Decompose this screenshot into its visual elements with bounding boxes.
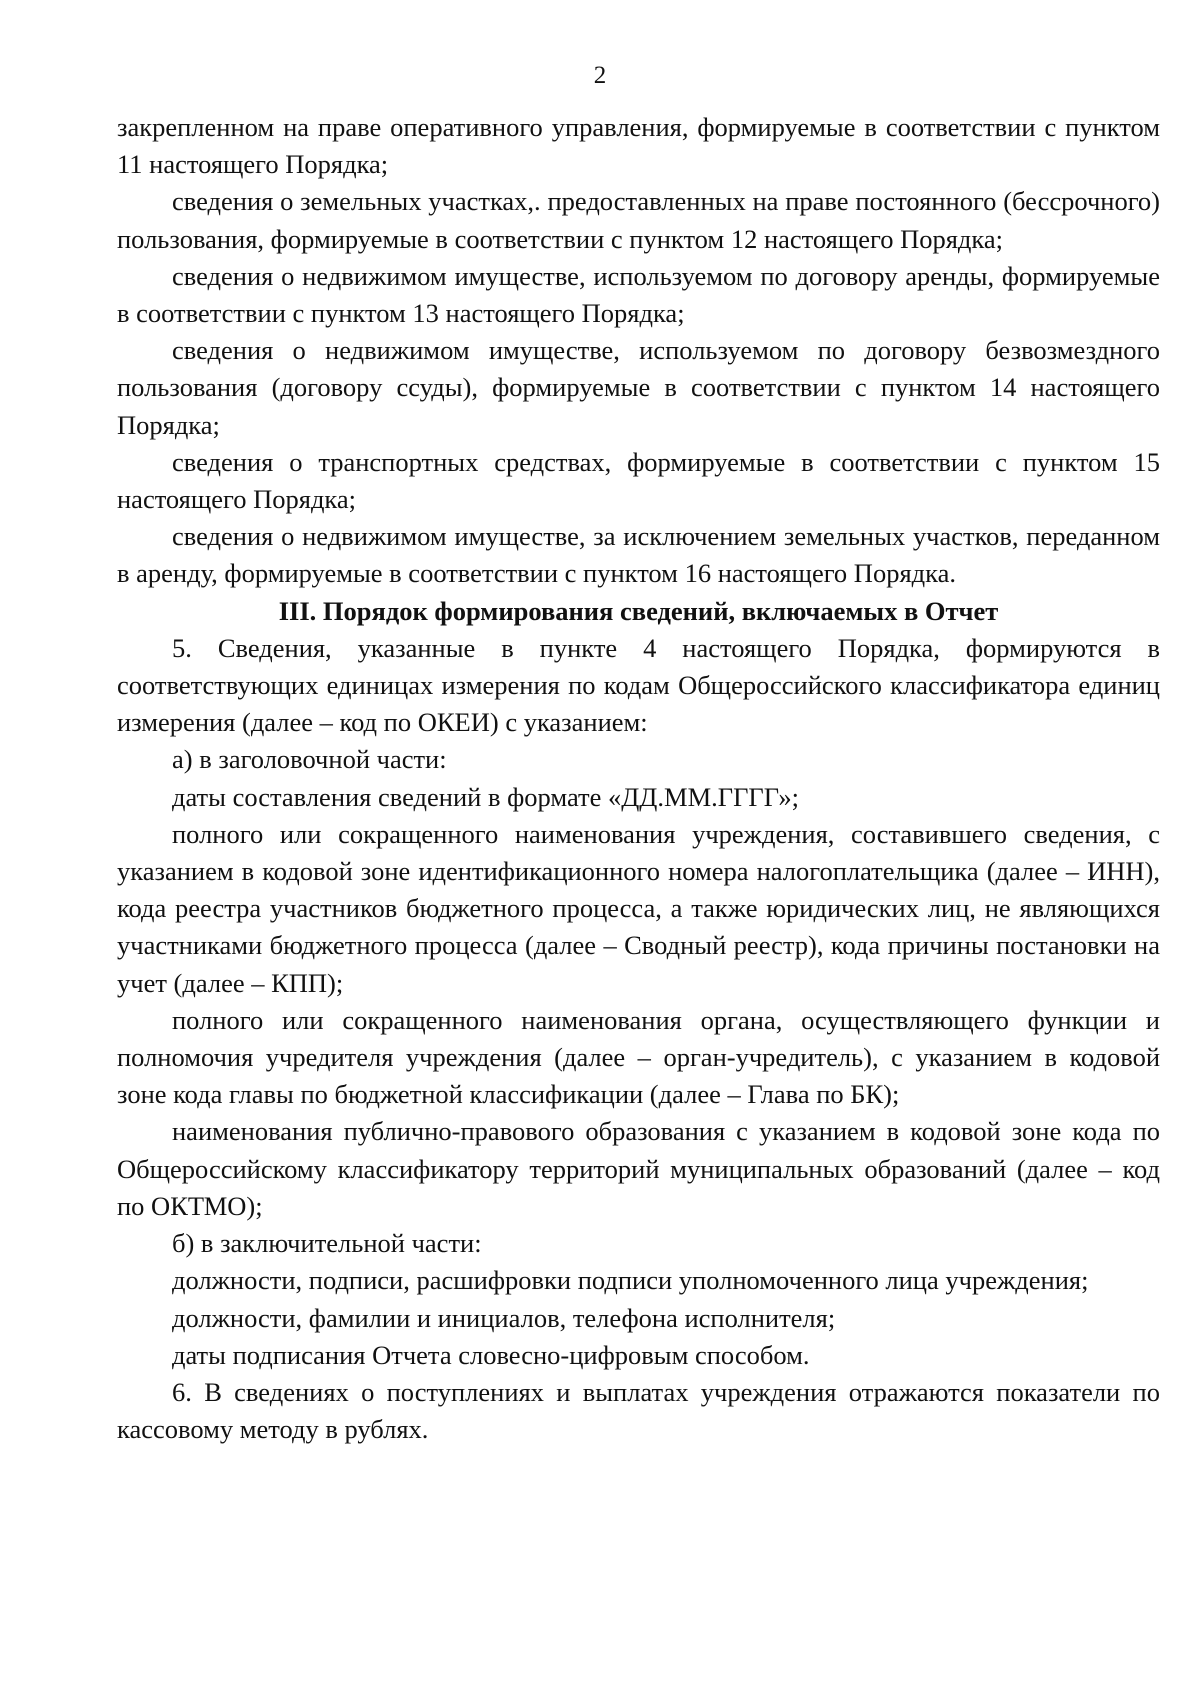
paragraph-item-6: 6. В сведениях о поступлениях и выплатах учреждения отражаются показатели по кассовому методу в рублях.	[117, 1376, 1160, 1445]
paragraph-land-plots: сведения о земельных участках,. предоставленных на праве постоянного (бессрочного) пользования, формируемые в соответствии с пунктом 12 настоящего Порядка;	[117, 186, 1160, 254]
paragraph-final-part: б) в заключительной части:	[172, 1228, 482, 1259]
paragraph-executor: должности, фамилии и инициалов, телефона исполнителя;	[172, 1302, 836, 1333]
paragraph-free-use: сведения о недвижимом имуществе, используемом по договору безвозмездного пользования (договору ссуды), формируемые в соответствии с пунктом 14 настоящего Порядка;	[117, 335, 1160, 440]
paragraph-founder-body: полного или сокращенного наименования органа, осуществляющего функции и полномочия учредителя учреждения (далее – орган-учредитель), с указанием в кодовой зоне кода главы по бюджетной классификации (далее – Глава по БК);	[117, 1004, 1160, 1110]
paragraph-leased-out: сведения о недвижимом имуществе, за исключением земельных участков, переданном в аренду, формируемые в соответствии с пунктом 16 настоящего Порядка.	[117, 521, 1160, 589]
paragraph-item-5: 5. Сведения, указанные в пункте 4 настоящего Порядка, формируются в соответствующих единицах измерения по кодам Общероссийского классификатора единиц измерения (далее – код по ОКЕИ) с указанием:	[117, 632, 1160, 738]
paragraph-header-part: а) в заголовочной части:	[172, 744, 447, 775]
paragraph-lease: сведения о недвижимом имуществе, используемом по договору аренды, формируемые в соответствии с пунктом 13 настоящего Порядка;	[117, 260, 1160, 329]
paragraph-municipality: наименования публично-правового образования с указанием в кодовой зоне кода по Общероссийскому классификатору территорий муниципальных образований (далее – код по ОКТМО);	[117, 1116, 1160, 1221]
paragraph-signing-date: даты подписания Отчета словесно-цифровым способом.	[172, 1339, 810, 1370]
paragraph-signatory: должности, подписи, расшифровки подписи уполномоченного лица учреждения;	[172, 1265, 1089, 1296]
section-heading: III. Порядок формирования сведений, включаемых в Отчет	[278, 595, 999, 626]
paragraph-date-format: даты составления сведений в формате «ДД.ММ.ГГГГ»;	[172, 781, 799, 812]
paragraph-continuation: закрепленном на праве оперативного управления, формируемые в соответствии с пунктом 11 настоящего Порядка;	[117, 112, 1160, 180]
paragraph-institution-name: полного или сокращенного наименования учреждения, составившего сведения, с указанием в кодовой зоне идентификационного номера налогоплательщика (далее – ИНН), кода реестра участников бюджетного процесса, а также юридических лиц, не являющихся участниками бюджетного процесса (далее – Сводный реестр), кода причины постановки на учет (далее – КПП);	[117, 818, 1160, 998]
document-body	[117, 109, 1160, 1448]
page-number: 2	[593, 62, 607, 89]
paragraph-vehicles: сведения о транспортных средствах, формируемые в соответствии с пунктом 15 настоящего Порядка;	[117, 446, 1160, 515]
